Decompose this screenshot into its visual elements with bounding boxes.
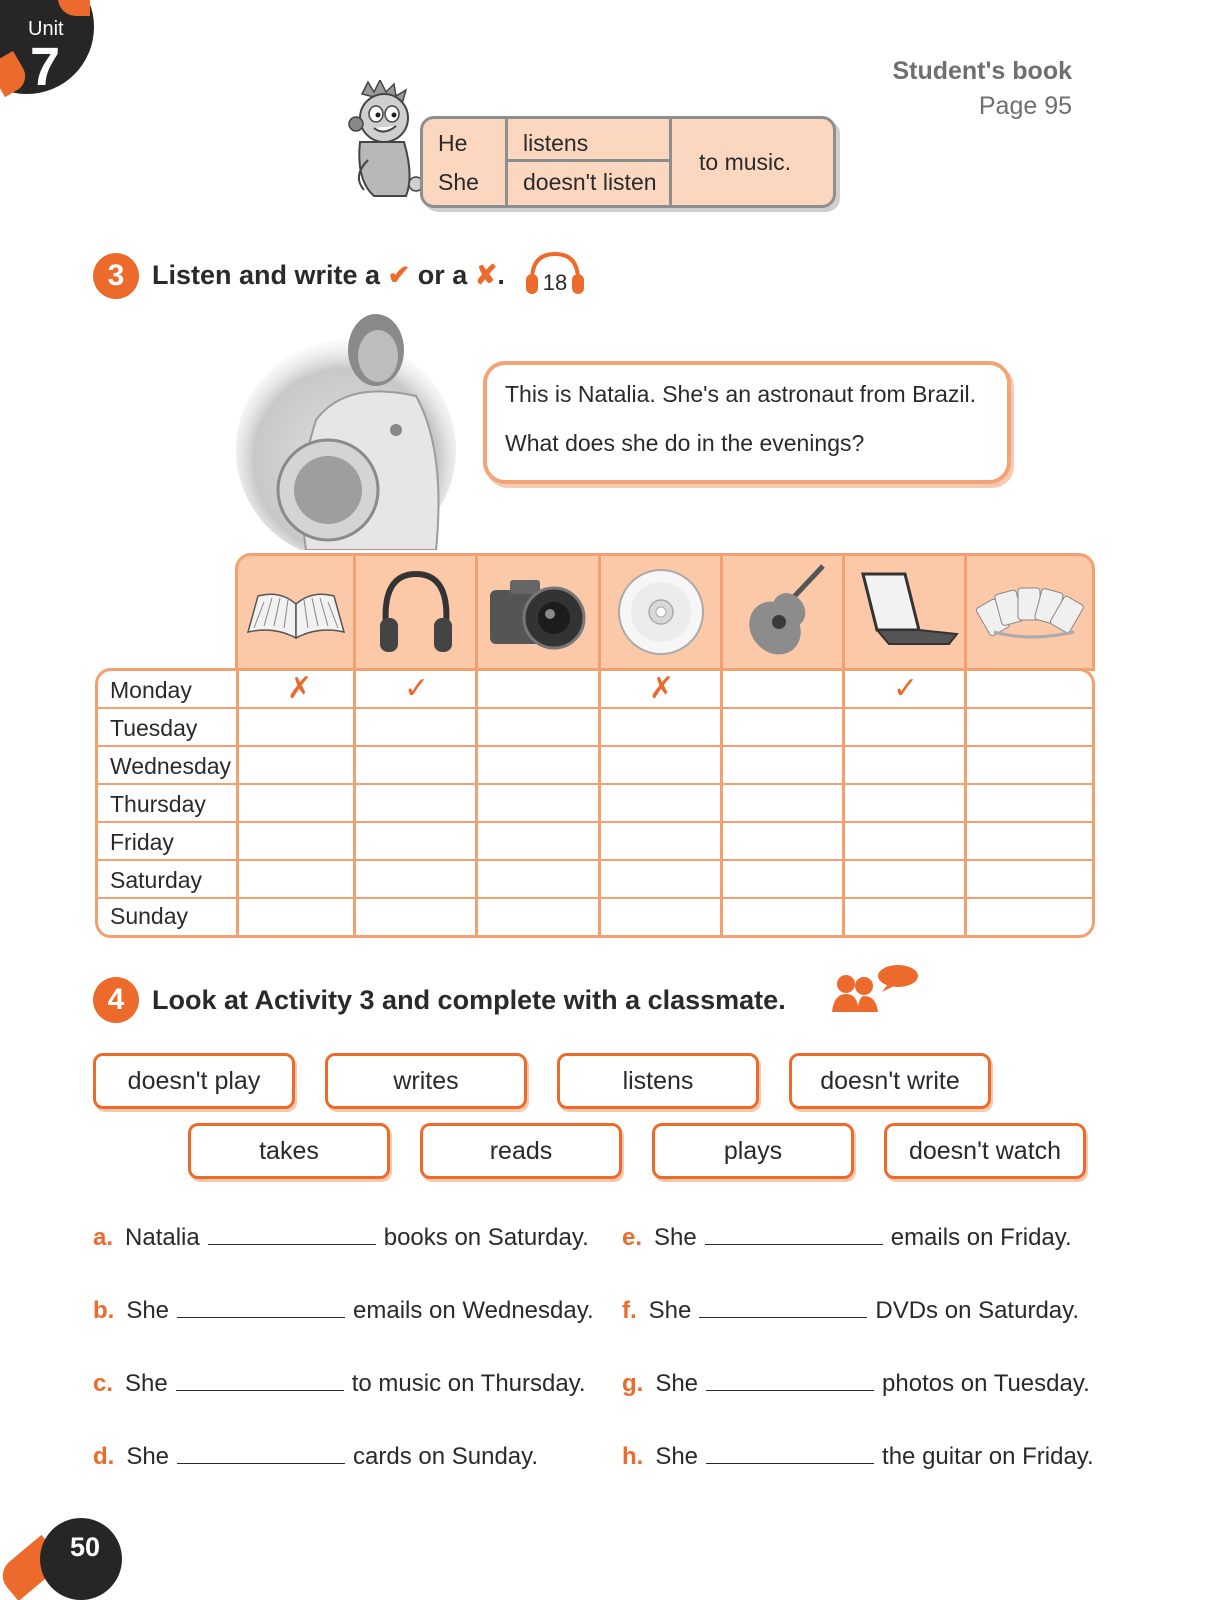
playing-cards-icon — [967, 556, 1092, 668]
monday-mark-laptop[interactable]: ✓ — [893, 672, 919, 705]
grammar-object: to music. — [699, 149, 792, 175]
camera-icon — [478, 556, 598, 668]
guitar-icon — [723, 556, 842, 668]
students-book-page: Page 95 — [978, 92, 1072, 120]
headphones-icon — [356, 556, 475, 668]
speech-box — [483, 361, 1011, 484]
sentence-d: d. She cards on Sunday. — [93, 1443, 539, 1470]
grammar-box — [420, 116, 836, 208]
audio-track-icon[interactable] — [524, 250, 586, 298]
unit-number: 7 — [30, 37, 61, 97]
speech-line-2: What does she do in the evenings? — [505, 430, 865, 456]
track-number: 18 — [542, 270, 568, 295]
activity-icon-row — [235, 553, 1095, 671]
word-writes[interactable]: writes — [325, 1053, 527, 1109]
grammar-subject-she: She — [438, 169, 479, 195]
cd-icon — [601, 556, 720, 668]
word-doesnt-play[interactable]: doesn't play — [93, 1053, 295, 1109]
day-tuesday: Tuesday — [110, 715, 198, 741]
sentence-h: h. She the guitar on Friday. — [622, 1443, 1094, 1470]
grammar-verb-negative: doesn't listen — [523, 169, 657, 195]
activity-4-title: Look at Activity 3 and complete with a classmate. — [152, 985, 786, 1015]
blank-g[interactable] — [706, 1371, 874, 1391]
word-doesnt-write[interactable]: doesn't write — [789, 1053, 991, 1109]
speech-line-1: This is Natalia. She's an astronaut from Brazil. — [505, 381, 976, 407]
laptop-icon — [845, 556, 964, 668]
blank-d[interactable] — [177, 1444, 345, 1464]
activity-3-number: 3 — [93, 253, 139, 299]
day-wednesday: Wednesday — [110, 753, 232, 779]
schedule-table — [95, 668, 1095, 938]
blank-b[interactable] — [177, 1298, 345, 1318]
sentence-g: g. She photos on Tuesday. — [622, 1370, 1090, 1397]
sentence-e: e. She emails on Friday. — [622, 1224, 1072, 1251]
monday-mark-headphones[interactable]: ✓ — [404, 672, 430, 705]
pair-work-icon — [830, 962, 920, 1018]
blank-h[interactable] — [706, 1444, 874, 1464]
word-takes[interactable]: takes — [188, 1123, 390, 1179]
page-number: 50 — [70, 1532, 101, 1562]
astronaut-photo — [236, 300, 456, 550]
check-icon: ✔ — [387, 260, 411, 290]
students-book-title: Student's book — [892, 57, 1072, 85]
grammar-verb-positive: listens — [523, 130, 589, 156]
day-thursday: Thursday — [110, 791, 206, 817]
sentence-c: c. She to music on Thursday. — [93, 1370, 586, 1397]
word-reads[interactable]: reads — [420, 1123, 622, 1179]
blank-a[interactable] — [208, 1225, 376, 1245]
day-saturday: Saturday — [110, 867, 203, 893]
activity-4-number: 4 — [93, 977, 139, 1023]
monday-mark-book[interactable]: ✗ — [287, 672, 313, 705]
word-doesnt-watch[interactable]: doesn't watch — [884, 1123, 1086, 1179]
mascot-boy-illustration — [344, 80, 428, 206]
book-icon — [238, 556, 353, 668]
day-friday: Friday — [110, 829, 174, 855]
word-plays[interactable]: plays — [652, 1123, 854, 1179]
activity-3-title: Listen and write a ✔ or a ✘. — [152, 260, 505, 290]
blank-f[interactable] — [699, 1298, 867, 1318]
blank-e[interactable] — [705, 1225, 883, 1245]
unit-label: Unit — [28, 18, 64, 40]
day-sunday: Sunday — [110, 903, 189, 929]
day-monday: Monday — [110, 677, 192, 703]
grammar-subject-he: He — [438, 130, 468, 156]
cross-icon: ✘ — [474, 260, 498, 290]
blank-c[interactable] — [176, 1371, 344, 1391]
monday-mark-cd[interactable]: ✗ — [649, 672, 675, 705]
sentence-b: b. She emails on Wednesday. — [93, 1297, 594, 1324]
word-listens[interactable]: listens — [557, 1053, 759, 1109]
sentence-a: a. Natalia books on Saturday. — [93, 1224, 589, 1251]
sentence-f: f. She DVDs on Saturday. — [622, 1297, 1080, 1324]
